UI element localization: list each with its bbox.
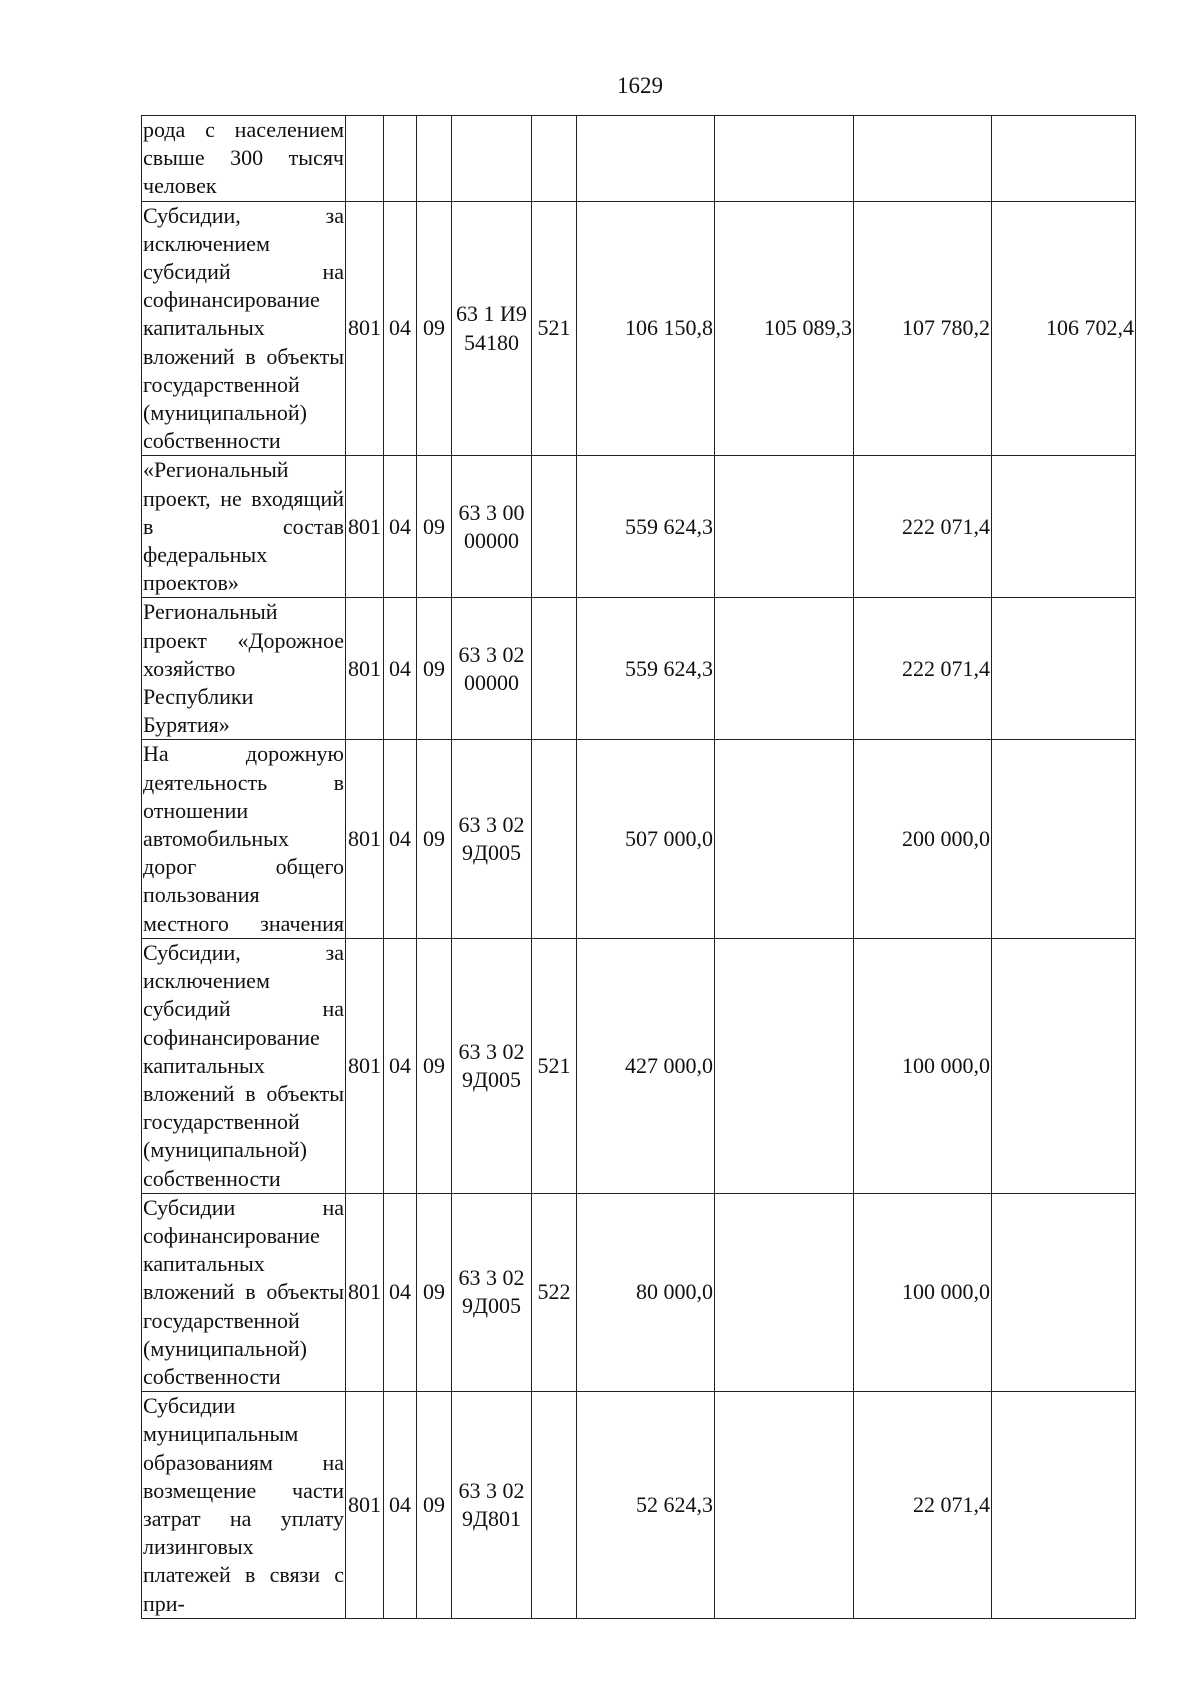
- row-description: [142, 740, 346, 938]
- amount-col-1: [577, 456, 715, 598]
- expense-type-code: [532, 938, 577, 1193]
- cell-text: Региональный проект «Дорожное хозяйство Республики Бурятия»: [143, 599, 344, 738]
- row-description: [142, 201, 346, 456]
- cell-text: 63 1 И9 54180: [456, 301, 527, 355]
- ministry-code: [346, 1193, 384, 1391]
- amount-col-3: [854, 116, 992, 202]
- amount-col-1: [577, 938, 715, 1193]
- amount-col-2: [715, 201, 854, 456]
- amount-col-3: [854, 598, 992, 740]
- subsection-code: [417, 116, 452, 202]
- cell-text: 22 071,4: [913, 1491, 990, 1517]
- cell-text: 521: [537, 315, 571, 341]
- amount-col-4: [992, 1392, 1136, 1619]
- section-code: [384, 201, 417, 456]
- cell-text: 100 000,0: [902, 1052, 990, 1078]
- cell-text: 521: [537, 1052, 571, 1078]
- amount-col-2: [715, 598, 854, 740]
- cell-text: 09: [423, 826, 445, 852]
- cell-text: 09: [423, 655, 445, 681]
- amount-col-4: [992, 598, 1136, 740]
- cell-text: 801: [348, 826, 381, 852]
- target-article-code: [452, 598, 532, 740]
- target-article-code: [452, 456, 532, 598]
- ministry-code: [346, 740, 384, 938]
- cell-text: 09: [423, 1052, 445, 1078]
- cell-text: 63 3 02 9Д005: [458, 1038, 525, 1092]
- cell-text: Субсидии на софинансирование капитальных вложений в объекты государственной (муниципальной) собственности: [143, 1194, 344, 1389]
- cell-text: 106 150,8: [625, 315, 713, 341]
- amount-col-4: [992, 456, 1136, 598]
- row-description: [142, 116, 346, 202]
- table-row: [142, 740, 1136, 938]
- cell-text: Субсидии, за исключением субсидий на софинансирование капитальных вложений в объекты государственной (муниципальной) собственности: [143, 202, 344, 454]
- subsection-code: [417, 1392, 452, 1619]
- expense-type-code: [532, 456, 577, 598]
- cell-text: На дорожную деятельность в отношении автомобильных дорог общего пользования местного значения: [143, 741, 344, 936]
- row-description: [142, 456, 346, 598]
- amount-col-1: [577, 598, 715, 740]
- cell-text: 200 000,0: [902, 826, 990, 852]
- cell-text: 09: [423, 1491, 445, 1517]
- amount-col-2: [715, 456, 854, 598]
- expense-type-code: [532, 116, 577, 202]
- cell-text: 801: [348, 315, 381, 341]
- cell-text: 222 071,4: [902, 655, 990, 681]
- section-code: [384, 1392, 417, 1619]
- cell-text: 100 000,0: [902, 1279, 990, 1305]
- section-code: [384, 1193, 417, 1391]
- cell-text: 559 624,3: [625, 513, 713, 539]
- subsection-code: [417, 598, 452, 740]
- cell-text: 63 3 02 9Д005: [458, 811, 525, 866]
- table-row: [142, 1392, 1136, 1619]
- section-code: [384, 598, 417, 740]
- amount-col-1: [577, 740, 715, 938]
- amount-col-4: [992, 116, 1136, 202]
- cell-text: 09: [423, 513, 445, 539]
- table-row: [142, 598, 1136, 740]
- ministry-code: [346, 456, 384, 598]
- cell-text: 04: [389, 655, 411, 681]
- cell-text: 63 3 02 9Д801: [458, 1477, 525, 1531]
- target-article-code: [452, 201, 532, 456]
- cell-text: 507 000,0: [625, 826, 713, 852]
- amount-col-4: [992, 938, 1136, 1193]
- budget-table: [141, 115, 1136, 1619]
- cell-text: 801: [348, 1491, 381, 1517]
- amount-col-2: [715, 1392, 854, 1619]
- cell-text: 09: [423, 1279, 445, 1305]
- table-row: [142, 116, 1136, 202]
- expense-type-code: [532, 1193, 577, 1391]
- row-description: [142, 938, 346, 1193]
- target-article-code: [452, 1193, 532, 1391]
- expense-type-code: [532, 201, 577, 456]
- section-code: [384, 938, 417, 1193]
- amount-col-4: [992, 1193, 1136, 1391]
- ministry-code: [346, 1392, 384, 1619]
- amount-col-1: [577, 1193, 715, 1391]
- cell-text: рода с населением свыше 300 тысяч человек: [143, 117, 344, 199]
- cell-text: 04: [389, 513, 411, 539]
- cell-text: 801: [348, 513, 381, 539]
- cell-text: 04: [389, 826, 411, 852]
- cell-text: 427 000,0: [625, 1052, 713, 1078]
- cell-text: Субсидии, за исключением субсидий на софинансирование капитальных вложений в объекты государственной (муниципальной) собственности: [143, 939, 344, 1191]
- amount-col-1: [577, 1392, 715, 1619]
- cell-text: 63 3 00 00000: [458, 499, 525, 553]
- ministry-code: [346, 116, 384, 202]
- expense-type-code: [532, 1392, 577, 1619]
- table-row: [142, 456, 1136, 598]
- cell-text: 107 780,2: [902, 315, 990, 341]
- table-row: [142, 938, 1136, 1193]
- cell-text: 09: [423, 315, 445, 341]
- row-description: [142, 1193, 346, 1391]
- ministry-code: [346, 598, 384, 740]
- subsection-code: [417, 740, 452, 938]
- cell-text: 04: [389, 315, 411, 341]
- amount-col-1: [577, 116, 715, 202]
- subsection-code: [417, 1193, 452, 1391]
- cell-text: Субсидии муниципальным образованиям на возмещение части затрат на уплату лизинговых платежей в связи с при-: [143, 1393, 344, 1616]
- cell-text: 80 000,0: [636, 1279, 713, 1305]
- target-article-code: [452, 938, 532, 1193]
- cell-text: 52 624,3: [636, 1491, 713, 1517]
- cell-text: 04: [389, 1491, 411, 1517]
- cell-text: 801: [348, 1052, 381, 1078]
- amount-col-3: [854, 456, 992, 598]
- amount-col-2: [715, 116, 854, 202]
- amount-col-2: [715, 740, 854, 938]
- amount-col-3: [854, 1392, 992, 1619]
- target-article-code: [452, 1392, 532, 1619]
- table-row: [142, 201, 1136, 456]
- section-code: [384, 116, 417, 202]
- table-row: [142, 1193, 1136, 1391]
- cell-text: 801: [348, 655, 381, 681]
- amount-col-3: [854, 201, 992, 456]
- cell-text: 105 089,3: [764, 315, 852, 341]
- section-code: [384, 740, 417, 938]
- cell-text: 222 071,4: [902, 513, 990, 539]
- expense-type-code: [532, 740, 577, 938]
- cell-text: 04: [389, 1279, 411, 1305]
- section-code: [384, 456, 417, 598]
- cell-text: 559 624,3: [625, 655, 713, 681]
- subsection-code: [417, 938, 452, 1193]
- amount-col-3: [854, 1193, 992, 1391]
- cell-text: 522: [537, 1279, 571, 1305]
- target-article-code: [452, 116, 532, 202]
- target-article-code: [452, 740, 532, 938]
- cell-text: 106 702,4: [1046, 315, 1134, 341]
- row-description: [142, 1392, 346, 1619]
- page-number: 1629: [617, 73, 663, 98]
- row-description: [142, 598, 346, 740]
- cell-text: «Региональный проект, не входящий в состав федеральных проектов»: [143, 457, 344, 596]
- cell-text: 04: [389, 1052, 411, 1078]
- cell-text: 63 3 02 9Д005: [458, 1265, 525, 1319]
- ministry-code: [346, 201, 384, 456]
- amount-col-1: [577, 201, 715, 456]
- amount-col-4: [992, 740, 1136, 938]
- subsection-code: [417, 456, 452, 598]
- amount-col-3: [854, 938, 992, 1193]
- cell-text: 63 3 02 00000: [458, 641, 525, 695]
- amount-col-2: [715, 1193, 854, 1391]
- ministry-code: [346, 938, 384, 1193]
- cell-text: 801: [348, 1279, 381, 1305]
- expense-type-code: [532, 598, 577, 740]
- amount-col-3: [854, 740, 992, 938]
- subsection-code: [417, 201, 452, 456]
- amount-col-2: [715, 938, 854, 1193]
- amount-col-4: [992, 201, 1136, 456]
